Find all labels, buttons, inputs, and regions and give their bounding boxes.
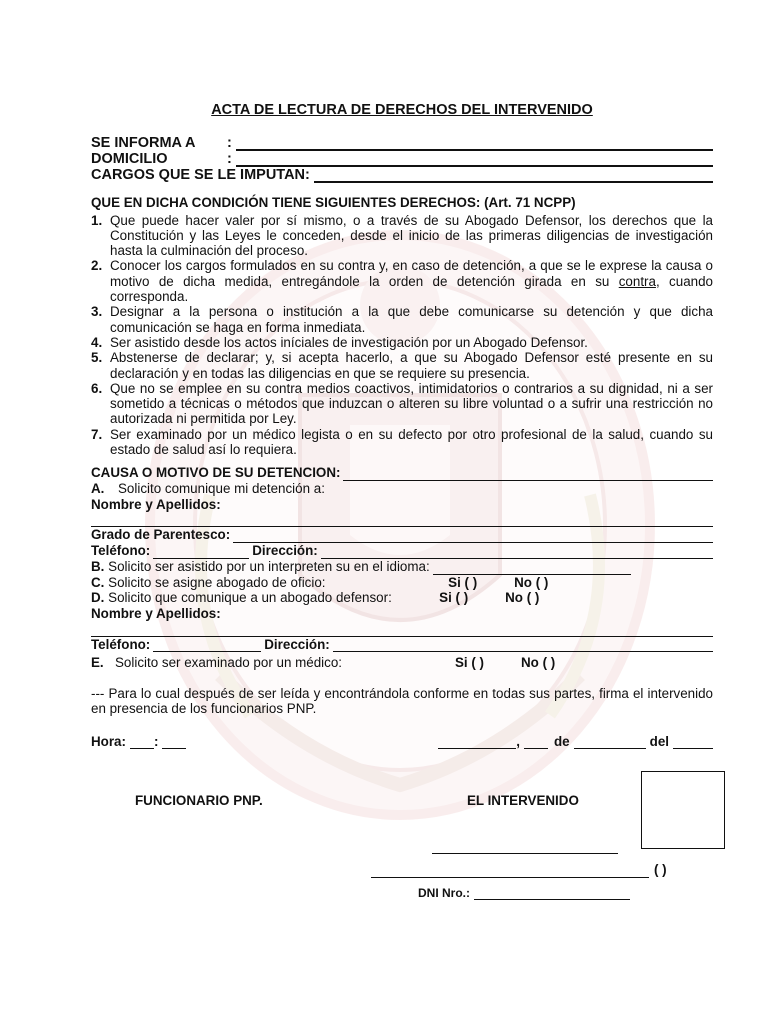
name-signature-line[interactable]	[371, 876, 649, 878]
telefono-row-2: Teléfono: Dirección:	[91, 637, 713, 653]
domicilio-label: DOMICILIO	[91, 151, 168, 168]
right-item: 6. Que no se emplee en su contra medios coactivos, intimidatorios o contrarios a su dignidad, ni a ser sometido a técnicas o métodos que induzcan o alteren su libre voluntad o a sufrir una restricción no autorizada ni permitida por Ley.	[91, 380, 713, 427]
nombre-row-1: Nombre y Apellidos:	[91, 496, 221, 512]
telefono-field-1[interactable]	[153, 547, 249, 559]
fingerprint-box[interactable]	[641, 771, 725, 849]
item-e-row: E. Solicito ser examinado por un médico: Si ( ) No ( )	[91, 655, 556, 671]
grado-field[interactable]	[233, 531, 713, 543]
intervenido-label: EL INTERVENIDO	[467, 793, 579, 808]
hora-date-row: Hora: : , de del	[91, 734, 713, 749]
nombre-field-1[interactable]	[91, 512, 713, 527]
direccion-field-1[interactable]	[321, 547, 713, 559]
d-si[interactable]: Si ( )	[439, 590, 469, 606]
rights-intro: QUE EN DICHA CONDICIÓN TIENE SIGUIENTES DERECHOS: (Art. 71 NCPP)	[91, 195, 576, 211]
header-domicilio	[91, 151, 713, 167]
item-c-row: C. Solicito se asigne abogado de oficio: Si ( ) No ( )	[91, 574, 549, 590]
direccion-field-2[interactable]	[333, 640, 713, 652]
domicilio-field[interactable]	[236, 153, 713, 167]
se-informa-label: SE INFORMA A	[91, 135, 196, 152]
e-si[interactable]: Si ( )	[455, 655, 485, 671]
closing-paragraph: --- Para lo cual después de ser leída y encontrándola conforme en todas sus partes, firma el intervenido en presencia de los funcionarios PNP.	[91, 686, 713, 717]
item-b-row: B. Solicito ser asistido por un interpreten su en el idioma:	[91, 559, 713, 575]
funcionario-label: FUNCIONARIO PNP.	[135, 793, 263, 808]
se-informa-field[interactable]	[236, 137, 713, 151]
rights-list	[91, 213, 713, 458]
right-item: 7. Ser examinado por un médico legista o en su defecto por otro profesional de la salud, cuando su estado de salud así lo requiera.	[91, 426, 713, 458]
telefono-field-2[interactable]	[153, 640, 261, 652]
hora-hh-field[interactable]	[130, 737, 154, 749]
c-no[interactable]: No ( )	[514, 574, 549, 590]
idioma-field[interactable]	[433, 563, 631, 575]
signature-paren: ( )	[654, 862, 667, 877]
dni-row	[418, 886, 630, 900]
right-item: 1. Que puede hacer valer por sí mismo, o a través de su Abogado Defensor, los derechos que la Constitución y las Leyes le conceden, desde el inicio de las primeras diligencias de investigación hasta la culminación del proceso.	[91, 212, 713, 259]
item-a-row: A. Solicito comunique mi detención a:	[91, 481, 325, 497]
colon-1: :	[227, 135, 232, 152]
colon-2: :	[227, 151, 232, 168]
date-month-field[interactable]	[574, 737, 646, 749]
dni-label: DNI Nro.:	[418, 886, 470, 900]
document-body	[91, 103, 713, 749]
c-si[interactable]: Si ( )	[448, 574, 478, 590]
nombre-row-2: Nombre y Apellidos:	[91, 605, 221, 621]
cargos-field[interactable]	[314, 169, 713, 183]
d-no[interactable]: No ( )	[505, 590, 540, 606]
cause-heading: CAUSA O MOTIVO DE SU DETENCION:	[91, 465, 341, 481]
cause-field[interactable]	[343, 469, 713, 481]
dni-field[interactable]	[474, 889, 630, 900]
item-d-row: D. Solicito que comunique a un abogado defensor: Si ( ) No ( )	[91, 590, 540, 606]
cargos-label: CARGOS QUE SE LE IMPUTAN:	[91, 167, 310, 184]
grado-row: Grado de Parentesco:	[91, 527, 713, 543]
header-cargos	[91, 167, 713, 183]
right-item: 3. Designar a la persona o institución a la que debe comunicarse su detención y que dicha comunicación se haga en forma inmediata.	[91, 304, 713, 335]
hora-mm-field[interactable]	[162, 737, 186, 749]
document-title: ACTA DE LECTURA DE DERECHOS DEL INTERVENIDO	[211, 102, 593, 118]
right-item: 5. Abstenerse de declarar; y, si acepta hacerlo, a que su Abogado Defensor esté presente en su declaración y en todas las diligencias en que se requiere su presencia.	[91, 350, 713, 381]
right-item: 4. Ser asistido desde los actos iníciales de investigación por un Abogado Defensor.	[91, 334, 588, 350]
date-year-field[interactable]	[673, 737, 713, 749]
telefono-row-1: Teléfono: Dirección:	[91, 543, 713, 559]
cause-heading-row	[91, 465, 713, 481]
header-se-informa	[91, 135, 713, 151]
date-day-field[interactable]	[524, 737, 548, 749]
date-place-field[interactable]	[438, 737, 516, 749]
right-item: 2. Conocer los cargos formulados en su contra y, en caso de detención, a que se le exprese la causa o motivo de dicha medida, entregándole la orden de detención girada en su contra, cuando corresponda.	[91, 258, 713, 305]
intervenido-signature-line[interactable]	[432, 852, 618, 854]
e-no[interactable]: No ( )	[521, 655, 556, 671]
item-a-text: Solicito comunique mi detención a:	[118, 481, 325, 497]
nombre-field-2[interactable]	[91, 622, 713, 637]
